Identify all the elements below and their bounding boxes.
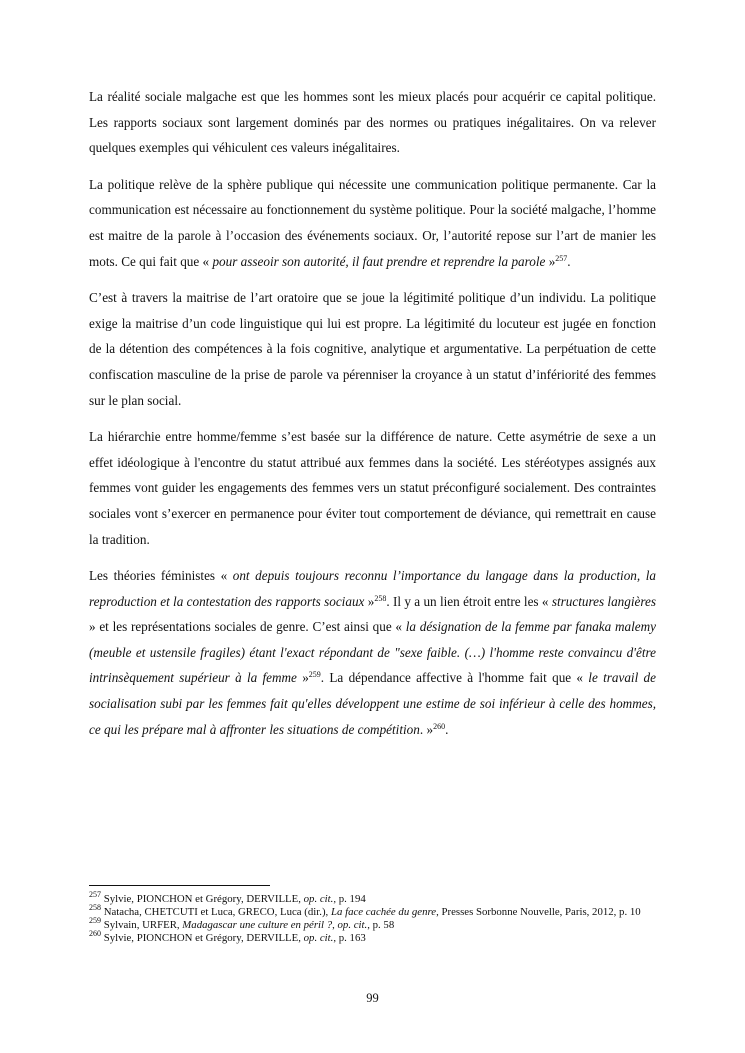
italic-text: la désignation de la femme par fanaka malemy (meuble et ustensile fragiles) étant l'exact répondant de "sexe faible. (…) l'homme reste convaincu d'être intrinsèquement supérieur à la femme xyxy=(89,619,656,686)
page-number: 99 xyxy=(366,991,379,1005)
text-run: . Il y a un lien étroit entre les « xyxy=(386,593,552,609)
footnote xyxy=(89,916,656,932)
footnote-ref: 260 xyxy=(433,721,446,731)
text-run: . La dépendance affective à l'homme fait que « xyxy=(320,670,589,686)
footnote-ref: 259 xyxy=(308,670,321,680)
text-run: , Presses Sorbonne Nouvelle, Paris, 2012, p. 10 xyxy=(436,906,641,918)
italic-text: op. cit. xyxy=(303,932,334,944)
italic-text: ont depuis toujours reconnu l’importance du langage dans la production, la reproduction et la contestation des rapports sociaux xyxy=(89,568,656,609)
italic-text: op. cit., xyxy=(303,893,337,905)
text-run: La hiérarchie entre homme/femme s’est basée sur la différence de nature. Cette asymétrie de sexe a un effet idéologique à l'encontre du statut attribué aux femmes dans la société. Les stéréotypes assignés aux femmes vont guider les engagements des femmes vers un statut préconfiguré socialement. Des contraintes sociales vont s’exercer en permanence pour éviter tout comportement de déviance, qui remettrait en cause la tradition. xyxy=(89,429,656,547)
footnote xyxy=(89,890,656,906)
text-run: La politique relève de la sphère publique qui nécessite une communication politique permanente. Car la communication est nécessaire au fonctionnement du système politique. Pour la société malgache, l’homme est maitre de la parole à l’occasion des événements sociaux. Or, l’autorité repose sur l’art de manier les mots. Ce qui fait que « xyxy=(89,176,656,269)
text-run: Sylvie, PIONCHON et Grégory, DERVILLE, xyxy=(101,893,304,905)
footnote-ref: 257 xyxy=(555,253,568,263)
text-run: » et les représentations sociales de genre. C’est ainsi que « xyxy=(89,619,406,635)
footnote-ref: 257 xyxy=(89,890,101,899)
text-run: , xyxy=(332,919,338,931)
footnote xyxy=(89,929,656,945)
italic-text: structures langières xyxy=(551,593,656,609)
text-run: . xyxy=(567,253,571,269)
footnote-separator xyxy=(89,885,270,886)
text-run: . xyxy=(445,721,449,737)
footnote xyxy=(89,903,656,919)
text-run: Sylvie, PIONCHON et Grégory, DERVILLE, xyxy=(101,932,304,944)
text-run: p. 194 xyxy=(336,893,366,905)
document-body xyxy=(89,84,656,742)
text-run: C’est à travers la maitrise de l’art oratoire que se joue la légitimité politique d’un individu. La politique exige la maitrise d’un code linguistique qui lui est propre. La légitimité du locuteur est jugée en fonction de la détention des compétences à la fois cognitive, analytique et argumentative. La perpétuation de cette confiscation masculine de la prise de parole va pérenniser la croyance à un statut d’infériorité des femmes sur le plan social. xyxy=(89,290,656,408)
italic-text: pour asseoir son autorité, il faut prendre et reprendre la parole xyxy=(212,253,546,269)
italic-text: op. cit. xyxy=(337,919,368,931)
text-run: Natacha, CHETCUTI et Luca, GRECO, Luca (dir.), xyxy=(101,906,331,918)
text-run: . » xyxy=(419,721,434,737)
italic-text: le travail de socialisation subi par les femmes fait qu'elles développent une estime de soi inférieur à celle des hommes, ce qui les prépare mal à affronter les situations de compétition xyxy=(89,670,656,737)
text-run: , p. 163 xyxy=(333,932,366,944)
footnotes xyxy=(89,890,656,945)
footnote-ref: 258 xyxy=(374,593,387,603)
text-run: » xyxy=(545,253,556,269)
text-run: Les théories féministes « xyxy=(89,568,233,584)
italic-text: Madagascar une culture en péril ? xyxy=(182,919,333,931)
text-run: » xyxy=(296,670,309,686)
italic-text: La face cachée du genre xyxy=(330,906,437,918)
text-run: Sylvain, URFER, xyxy=(101,919,183,931)
footnote-ref: 258 xyxy=(89,903,101,912)
footnote-ref: 260 xyxy=(89,929,101,938)
text-run: La réalité sociale malgache est que les hommes sont les mieux placés pour acquérir ce capital politique. Les rapports sociaux sont largement dominés par des normes ou pratiques inégalitaires. On va relever quelques exemples qui véhiculent ces valeurs inégalitaires. xyxy=(89,89,656,156)
text-run: » xyxy=(364,593,375,609)
text-run: , p. 58 xyxy=(367,919,395,931)
paragraph xyxy=(89,424,656,552)
footnote-ref: 259 xyxy=(89,916,101,925)
paragraph xyxy=(89,563,656,742)
paragraph xyxy=(89,285,656,413)
paragraph xyxy=(89,172,656,274)
paragraph xyxy=(89,84,656,161)
